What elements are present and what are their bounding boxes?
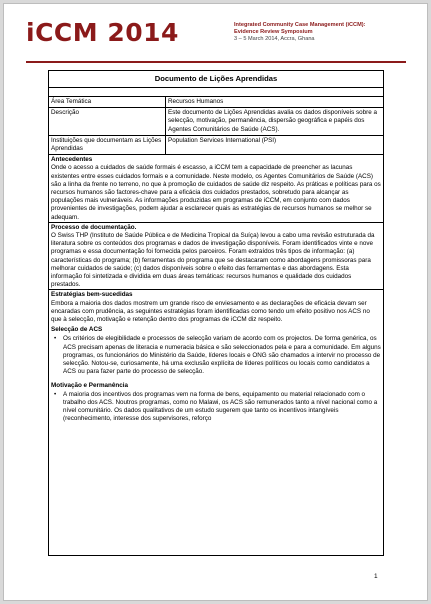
antecedentes-section: [49, 155, 383, 222]
section-body: O Swiss THP (Instituto de Saúde Pública e de Medicina Tropical da Suíça) levou a cabo uma revisão estruturada da literatura sobre os conteúdos dos programas e dados de investigação disponíveis. Foram identificados vinte e nove programas e essa documentação foi fornecida pelos parceiros. Foram extraídos três tipos de informação: (a) características do programa; (b) ferramentas do programa que se destacaram como abordagens promissoras para melhorar cuidados de saúde; (c) dados disponíveis sobre o efeito das ferramentas e das abordagens. Esta informação foi sintetizada e dividida em duas áreas temáticas: recursos humanos e qualidade dos cuidados prestados.: [51, 232, 375, 289]
bullet-list: [51, 391, 381, 424]
iccm-logo: iCCM 2014: [26, 18, 179, 47]
symposium-info: [234, 22, 406, 43]
section-title: Estratégias bem-sucedidas: [51, 291, 133, 299]
processo-section: [49, 223, 383, 290]
header-rule: [26, 61, 406, 63]
list-item: • A maioria dos incentivos dos programas vem na forma de bens, equipamento ou material relacionado com o trabalho dos ACS. Noutros programas, como no Malawi, os ACS são remunerados tanto a nível nacional como a nível comunitário. Os dados qualitativos de um estudo sugerem que tanto os incentivos intangíveis (reconhecimento, interesse dos supervisores, reforço: [63, 391, 381, 424]
row-value: Population Services International (PSI): [166, 135, 384, 154]
row-value: Este documento de Lições Aprendidas avalia os dados disponíveis sobre a selecção, motivação, permanência, dispersão geográfica e papéis dos Agentes Comunitários de Saúde (ACS).: [166, 108, 384, 136]
page-header: [26, 18, 406, 58]
row-key: Área Temática: [49, 97, 166, 108]
table-row: [49, 135, 383, 154]
table-row: [49, 108, 383, 136]
table-row: [49, 97, 383, 108]
section-body: Onde o acesso a cuidados de saúde formais é escasso, a iCCM tem a capacidade de preencher as lacunas existentes entre esses cuidados formais e a comunidade. Neste modelo, os Agentes Comunitários de Saúde (ACS) são a linha da frente no terreno, no que à promoção de cuidados de saúde diz respeito. As práticas e políticas para os recursos humanos são factores-chave para a eficácia dos cuidados prestados, sobretudo para alcançar as populações mais vulneráveis. As informações produzidas em programas de iCCM, em conjunto com dados provenientes de investigações, podem ajudar a esclarecer quais as estratégias de recursos humanos se melhor se adequam.: [51, 164, 381, 221]
page-number: 1: [374, 573, 378, 580]
estrategias-section: [49, 290, 383, 423]
subsection-title: Selecção de ACS: [51, 326, 103, 334]
lessons-document-table: [48, 70, 384, 556]
row-key: Instituições que documentam as Lições Aprendidas: [49, 135, 166, 154]
list-item: • Os critérios de elegibilidade e processos de selecção variam de acordo com os projectos. De forma genérica, os ACS precisam apenas de literacia e numeracia básica e são seleccionados pela e para a comunidade. Em alguns programas, os funcionários do Ministério da Saúde, líderes locais e ONG são chamados a intervir no processo de selecção. Notou-se, curiosamente, há uma exclusão explícita de líderes políticos ou locais como candidatos a ACS ou para fazer parte do processo de selecção.: [63, 335, 381, 376]
title-band: [49, 88, 383, 97]
meta-table: [49, 97, 383, 155]
bullet-list: [51, 335, 381, 376]
section-title: Antecedentes: [51, 156, 93, 164]
section-body: Embora a maioria dos dados mostrem um grande risco de enviesamento e as declarações de eficácia devam ser encaradas com prudência, as seguintes estratégias foram identificadas como tendo um efeito positivo nos ACS no que à selecção, motivação e retenção dentro dos programas de iCCM diz respeito.: [51, 299, 370, 324]
section-title: Processo de documentação.: [51, 223, 137, 231]
symposium-line-2: Evidence Review Symposium: [234, 29, 313, 35]
row-value: Recursos Humanos: [166, 97, 384, 108]
symposium-line-1: Integrated Community Case Management (iCCM):: [234, 22, 366, 28]
subsection-title: Motivação e Permanência: [51, 381, 128, 389]
symposium-date: 3 – 5 March 2014, Accra, Ghana: [234, 36, 315, 42]
document-title: Documento de Lições Aprendidas: [49, 71, 383, 88]
row-key: Descrição: [49, 108, 166, 136]
document-page: [3, 3, 428, 601]
